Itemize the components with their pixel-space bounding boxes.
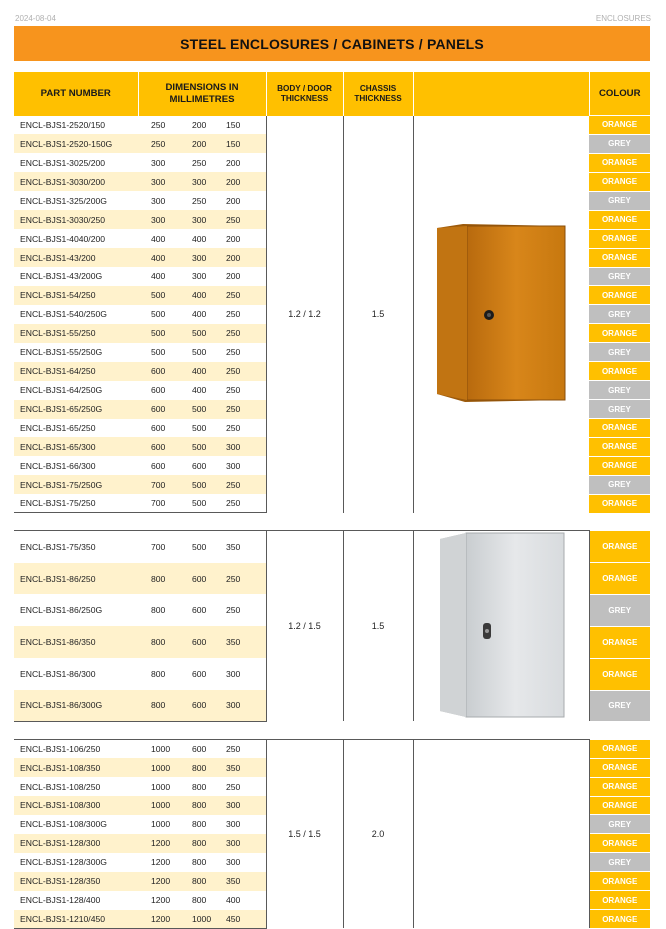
dim-depth: 250 bbox=[224, 494, 266, 512]
dim-height: 500 bbox=[151, 309, 166, 320]
dim-height: 300 bbox=[138, 172, 181, 191]
dim-width: 400 bbox=[192, 385, 207, 396]
dim-height: 800 bbox=[151, 605, 166, 616]
dim-width: 1000 bbox=[181, 910, 224, 928]
dim-height: 1000 bbox=[138, 739, 181, 758]
dim-depth: 150 bbox=[224, 134, 266, 153]
dim-height: 1200 bbox=[151, 857, 171, 868]
part-number: ENCL-BJS1-64/250G bbox=[20, 385, 103, 396]
dim-width: 600 bbox=[181, 690, 224, 721]
part-number: ENCL-BJS1-55/250 bbox=[14, 324, 138, 343]
dim-height: 400 bbox=[151, 233, 166, 244]
dim-depth: 350 bbox=[224, 626, 266, 658]
dim-width: 500 bbox=[192, 347, 207, 358]
spacer-colour-cell bbox=[589, 513, 650, 531]
dim-depth: 250 bbox=[224, 362, 266, 381]
dim-depth: 350 bbox=[224, 758, 266, 777]
colour-badge: GREY bbox=[589, 594, 650, 626]
part-number: ENCL-BJS1-43/200G bbox=[20, 271, 103, 282]
dim-width: 500 bbox=[181, 531, 224, 563]
dim-height: 800 bbox=[151, 669, 166, 680]
dim-depth: 250 bbox=[226, 605, 241, 616]
colour-badge: ORANGE bbox=[589, 362, 650, 381]
dim-height: 250 bbox=[138, 134, 181, 153]
header-image bbox=[413, 72, 589, 116]
dim-width: 800 bbox=[181, 872, 224, 891]
body-door-thickness: 1.2 / 1.2 bbox=[266, 116, 343, 513]
dim-height: 500 bbox=[138, 286, 181, 305]
page-title: STEEL ENCLOSURES / CABINETS / PANELS bbox=[14, 26, 650, 61]
dim-width: 800 bbox=[192, 819, 207, 830]
part-number: ENCL-BJS1-75/350 bbox=[14, 531, 138, 563]
dim-width: 500 bbox=[181, 400, 224, 419]
dim-depth: 200 bbox=[224, 248, 266, 267]
part-number: ENCL-BJS1-108/350 bbox=[14, 758, 138, 777]
dim-width: 250 bbox=[192, 195, 207, 206]
dim-height: 250 bbox=[151, 119, 166, 130]
dim-depth: 200 bbox=[224, 172, 266, 191]
dim-depth: 200 bbox=[226, 195, 241, 206]
dim-width: 400 bbox=[192, 233, 207, 244]
part-number: ENCL-BJS1-2520-150G bbox=[14, 134, 138, 153]
part-number: ENCL-BJS1-64/250 bbox=[14, 362, 138, 381]
dim-depth: 250 bbox=[226, 781, 241, 792]
colour-badge: GREY bbox=[589, 475, 650, 494]
colour-badge: ORANGE bbox=[589, 626, 650, 658]
dim-height: 800 bbox=[138, 626, 181, 658]
table-row bbox=[14, 116, 650, 135]
dim-width: 200 bbox=[181, 134, 224, 153]
part-number: ENCL-BJS1-65/300 bbox=[14, 437, 138, 456]
spacer-colour-cell bbox=[589, 721, 650, 739]
dim-width: 600 bbox=[192, 605, 207, 616]
colour-badge: ORANGE bbox=[589, 437, 650, 456]
spacer-cell bbox=[14, 513, 589, 531]
spacer-cell bbox=[14, 721, 589, 739]
dim-height: 1000 bbox=[138, 758, 181, 777]
dim-width: 300 bbox=[181, 248, 224, 267]
dim-height: 600 bbox=[138, 437, 181, 456]
part-number: ENCL-BJS1-128/400 bbox=[20, 895, 101, 906]
dim-width: 800 bbox=[192, 857, 207, 868]
dim-height: 600 bbox=[151, 385, 166, 396]
dim-width: 600 bbox=[192, 460, 207, 471]
colour-badge: ORANGE bbox=[589, 531, 650, 563]
header-dimensions bbox=[138, 72, 266, 116]
part-number: ENCL-BJS1-86/250 bbox=[14, 563, 138, 595]
part-number: ENCL-BJS1-55/250G bbox=[20, 347, 103, 358]
dim-depth: 300 bbox=[226, 669, 241, 680]
dim-depth: 250 bbox=[224, 286, 266, 305]
dim-width: 300 bbox=[192, 271, 207, 282]
dim-height: 1000 bbox=[138, 796, 181, 815]
dim-height: 800 bbox=[138, 690, 181, 721]
dim-height: 700 bbox=[138, 475, 181, 494]
group-spacer bbox=[14, 513, 650, 531]
table-body bbox=[14, 116, 650, 929]
dim-height: 1000 bbox=[151, 781, 171, 792]
part-number: ENCL-BJS1-86/250G bbox=[20, 605, 103, 616]
part-number: ENCL-BJS1-86/300 bbox=[20, 669, 96, 680]
dim-depth: 350 bbox=[224, 872, 266, 891]
dim-height: 600 bbox=[138, 400, 181, 419]
dim-width: 400 bbox=[181, 362, 224, 381]
dim-height: 600 bbox=[138, 362, 181, 381]
image-cell bbox=[413, 739, 589, 928]
dim-width: 600 bbox=[181, 563, 224, 595]
dim-depth: 300 bbox=[224, 690, 266, 721]
body-door-thickness: 1.2 / 1.5 bbox=[266, 531, 343, 722]
colour-badge: ORANGE bbox=[589, 116, 650, 135]
dim-depth: 300 bbox=[226, 460, 241, 471]
dim-depth: 250 bbox=[226, 309, 241, 320]
dim-width: 800 bbox=[192, 781, 207, 792]
part-number: ENCL-BJS1-540/250G bbox=[20, 309, 107, 320]
dim-height: 1200 bbox=[138, 834, 181, 853]
dim-depth: 250 bbox=[226, 385, 241, 396]
dim-depth: 300 bbox=[224, 834, 266, 853]
dim-height: 800 bbox=[138, 563, 181, 595]
chassis-thickness: 1.5 bbox=[343, 531, 413, 722]
header-colour: COLOUR bbox=[589, 72, 650, 116]
colour-badge: GREY bbox=[589, 305, 650, 324]
dim-depth: 200 bbox=[226, 271, 241, 282]
colour-badge: ORANGE bbox=[589, 248, 650, 267]
dim-width: 800 bbox=[192, 895, 207, 906]
dim-width: 200 bbox=[192, 119, 207, 130]
table-row bbox=[14, 531, 650, 563]
part-number: ENCL-BJS1-75/250 bbox=[14, 494, 138, 512]
colour-badge: ORANGE bbox=[589, 172, 650, 191]
dim-width: 600 bbox=[181, 626, 224, 658]
colour-badge: ORANGE bbox=[589, 891, 650, 910]
dim-depth: 400 bbox=[226, 895, 241, 906]
part-number: ENCL-BJS1-2520/150 bbox=[20, 119, 106, 130]
header-chassis-thickness bbox=[343, 72, 413, 116]
colour-badge: ORANGE bbox=[589, 153, 650, 172]
colour-badge: GREY bbox=[589, 690, 650, 721]
dim-height: 300 bbox=[151, 157, 166, 168]
part-number: ENCL-BJS1-108/300 bbox=[14, 796, 138, 815]
dim-depth: 250 bbox=[224, 400, 266, 419]
grey-cabinet-image bbox=[436, 531, 566, 719]
dim-height: 300 bbox=[151, 195, 166, 206]
document-date: 2024-08-04 bbox=[15, 14, 56, 23]
dim-depth: 250 bbox=[226, 347, 241, 358]
part-number: ENCL-BJS1-3025/200 bbox=[20, 157, 106, 168]
dim-height: 700 bbox=[138, 494, 181, 512]
dim-height: 500 bbox=[138, 324, 181, 343]
colour-badge: ORANGE bbox=[589, 210, 650, 229]
colour-badge: GREY bbox=[589, 343, 650, 362]
product-table bbox=[14, 72, 650, 929]
part-number: ENCL-BJS1-128/350 bbox=[14, 872, 138, 891]
part-number: ENCL-BJS1-3030/200 bbox=[14, 172, 138, 191]
colour-badge: GREY bbox=[589, 400, 650, 419]
dim-height: 500 bbox=[151, 347, 166, 358]
header-body-thickness-label: BODY / DOOR THICKNESS bbox=[277, 83, 332, 103]
part-number: ENCL-BJS1-3030/250 bbox=[14, 210, 138, 229]
dim-height: 400 bbox=[151, 271, 166, 282]
chassis-thickness: 1.5 bbox=[343, 116, 413, 513]
dim-depth: 450 bbox=[224, 910, 266, 928]
dim-width: 800 bbox=[181, 758, 224, 777]
colour-badge: GREY bbox=[589, 191, 650, 210]
dim-width: 600 bbox=[181, 739, 224, 758]
colour-badge: ORANGE bbox=[589, 777, 650, 796]
header-dimensions-label: DIMENSIONS IN MILLIMETRES bbox=[165, 81, 239, 105]
dim-depth: 250 bbox=[224, 324, 266, 343]
header-part-number: PART NUMBER bbox=[14, 72, 138, 116]
dim-depth: 150 bbox=[226, 119, 241, 130]
dim-height: 1200 bbox=[151, 895, 171, 906]
colour-badge: ORANGE bbox=[589, 834, 650, 853]
dim-depth: 200 bbox=[226, 157, 241, 168]
dim-height: 600 bbox=[151, 422, 166, 433]
dim-depth: 350 bbox=[224, 531, 266, 563]
part-number: ENCL-BJS1-65/250 bbox=[20, 422, 96, 433]
section-label: ENCLOSURES bbox=[595, 14, 651, 23]
dim-width: 800 bbox=[181, 796, 224, 815]
dim-height: 1000 bbox=[151, 819, 171, 830]
part-number: ENCL-BJS1-65/250G bbox=[14, 400, 138, 419]
part-number: ENCL-BJS1-108/300G bbox=[20, 819, 107, 830]
colour-badge: ORANGE bbox=[589, 910, 650, 928]
dim-depth: 300 bbox=[226, 819, 241, 830]
body-door-thickness: 1.5 / 1.5 bbox=[266, 739, 343, 928]
group-spacer bbox=[14, 721, 650, 739]
part-number: ENCL-BJS1-325/200G bbox=[20, 195, 107, 206]
dim-height: 1200 bbox=[138, 872, 181, 891]
colour-badge: ORANGE bbox=[589, 758, 650, 777]
orange-cabinet-image bbox=[433, 222, 569, 404]
part-number: ENCL-BJS1-54/250 bbox=[14, 286, 138, 305]
dim-height: 600 bbox=[151, 460, 166, 471]
dim-depth: 300 bbox=[224, 796, 266, 815]
header-chassis-thickness-label: CHASSIS THICKNESS bbox=[354, 83, 402, 103]
dim-height: 1200 bbox=[138, 910, 181, 928]
dim-depth: 300 bbox=[226, 857, 241, 868]
part-number: ENCL-BJS1-66/300 bbox=[20, 460, 96, 471]
colour-badge: ORANGE bbox=[589, 796, 650, 815]
colour-badge: ORANGE bbox=[589, 494, 650, 512]
dim-width: 600 bbox=[192, 669, 207, 680]
table-row bbox=[14, 739, 650, 758]
part-number: ENCL-BJS1-128/300 bbox=[14, 834, 138, 853]
dim-width: 500 bbox=[181, 494, 224, 512]
dim-depth: 250 bbox=[224, 475, 266, 494]
colour-badge: ORANGE bbox=[589, 658, 650, 690]
dim-width: 800 bbox=[181, 834, 224, 853]
colour-badge: ORANGE bbox=[589, 229, 650, 248]
table-header-row bbox=[14, 72, 650, 116]
dim-width: 500 bbox=[181, 475, 224, 494]
chassis-thickness: 2.0 bbox=[343, 739, 413, 928]
dim-height: 700 bbox=[138, 531, 181, 563]
colour-badge: ORANGE bbox=[589, 872, 650, 891]
dim-depth: 250 bbox=[226, 422, 241, 433]
colour-badge: ORANGE bbox=[589, 419, 650, 438]
dim-height: 400 bbox=[138, 248, 181, 267]
part-number: ENCL-BJS1-108/250 bbox=[20, 781, 101, 792]
part-number: ENCL-BJS1-128/300G bbox=[20, 857, 107, 868]
dim-width: 500 bbox=[181, 437, 224, 456]
dim-width: 500 bbox=[181, 324, 224, 343]
dim-height: 300 bbox=[138, 210, 181, 229]
dim-depth: 250 bbox=[224, 563, 266, 595]
part-number: ENCL-BJS1-86/300G bbox=[14, 690, 138, 721]
part-number: ENCL-BJS1-1210/450 bbox=[14, 910, 138, 928]
colour-badge: ORANGE bbox=[589, 286, 650, 305]
dim-width: 400 bbox=[181, 286, 224, 305]
part-number: ENCL-BJS1-106/250 bbox=[14, 739, 138, 758]
colour-badge: ORANGE bbox=[589, 456, 650, 475]
colour-badge: GREY bbox=[589, 134, 650, 153]
part-number: ENCL-BJS1-75/250G bbox=[14, 475, 138, 494]
colour-badge: GREY bbox=[589, 381, 650, 400]
colour-badge: ORANGE bbox=[589, 739, 650, 758]
image-cell bbox=[413, 531, 589, 722]
part-number: ENCL-BJS1-86/350 bbox=[14, 626, 138, 658]
dim-width: 300 bbox=[181, 172, 224, 191]
dim-width: 500 bbox=[192, 422, 207, 433]
colour-badge: GREY bbox=[589, 815, 650, 834]
dim-width: 250 bbox=[192, 157, 207, 168]
colour-badge: ORANGE bbox=[589, 563, 650, 595]
colour-badge: ORANGE bbox=[589, 324, 650, 343]
dim-width: 300 bbox=[181, 210, 224, 229]
colour-badge: GREY bbox=[589, 267, 650, 286]
dim-depth: 200 bbox=[226, 233, 241, 244]
part-number: ENCL-BJS1-43/200 bbox=[14, 248, 138, 267]
part-number: ENCL-BJS1-4040/200 bbox=[20, 233, 106, 244]
image-cell bbox=[413, 116, 589, 513]
dim-width: 400 bbox=[192, 309, 207, 320]
colour-badge: GREY bbox=[589, 853, 650, 872]
dim-depth: 300 bbox=[224, 437, 266, 456]
dim-depth: 250 bbox=[224, 210, 266, 229]
header-body-thickness bbox=[266, 72, 343, 116]
dim-depth: 250 bbox=[224, 739, 266, 758]
